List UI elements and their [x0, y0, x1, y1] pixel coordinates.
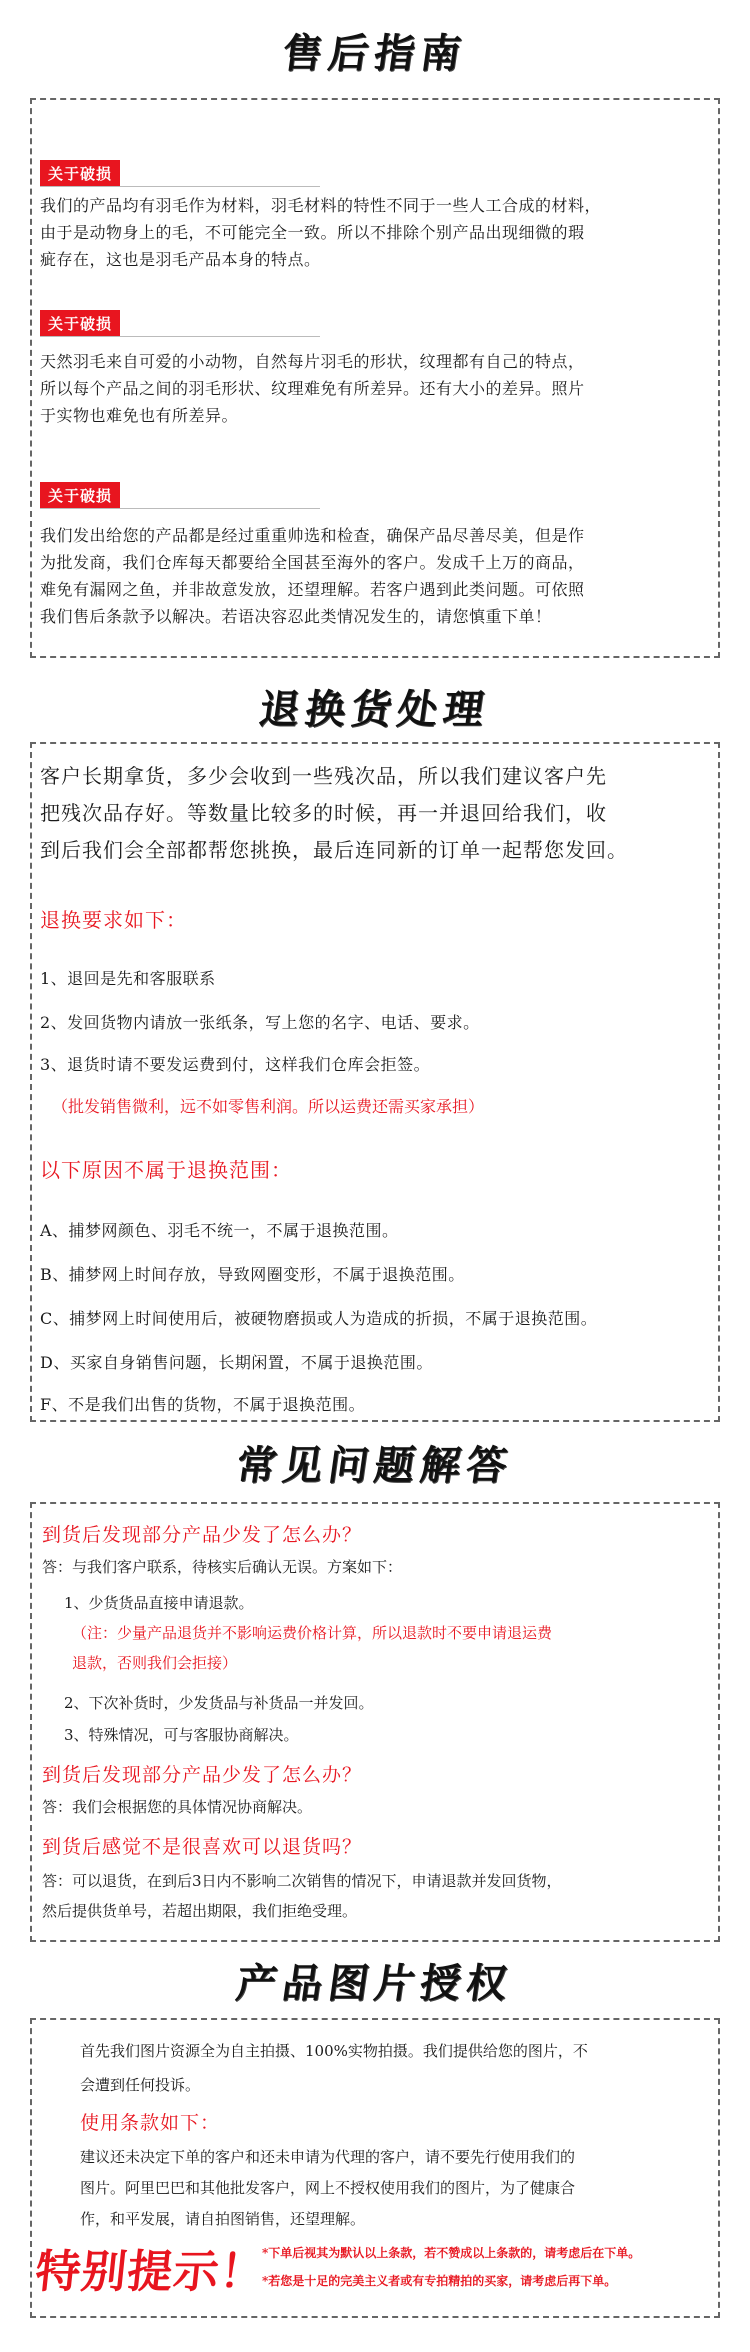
- tag-underline: [40, 336, 320, 337]
- return-requirement-item: 1、退回是先和客服联系: [40, 969, 216, 988]
- exclusion-item: F、不是我们出售的货物，不属于退换范围。: [40, 1395, 366, 1414]
- shipping-cost-note: （批发销售微利，远不如零售利润。所以运费还需买家承担）: [52, 1097, 485, 1116]
- damage-tag: 关于破损: [40, 160, 120, 187]
- damage-tag: 关于破损: [40, 310, 120, 337]
- damage-paragraph: 我们的产品均有羽毛作为材料，羽毛材料的特性不同于一些人工合成的材料， 由于是动物身上的毛，不可能完全一致。所以不排除个别产品出现细微的瑕 疵存在，这也是羽毛产品本身的特点。: [40, 196, 602, 269]
- exclusion-item: C、捕梦网上时间使用后，被硬物磨损或人为造成的折损，不属于退换范围。: [40, 1309, 598, 1328]
- special-notice-line: *若您是十足的完美主义者或有专拍精拍的买家，请考虑后再下单。: [262, 2274, 617, 2288]
- image-license-intro: 首先我们图片资源全为自主拍摄、100%实物拍摄。我们提供给您的图片，不 会遭到任何投诉。: [80, 2042, 588, 2094]
- faq-question: 到货后发现部分产品少发了怎么办？: [42, 1764, 363, 1786]
- return-requirements-heading: 退换要求如下：: [40, 908, 187, 932]
- terms-paragraph: 建议还未决定下单的客户和还未申请为代理的客户，请不要先行使用我们的 图片。阿里巴巴和其他批发客户，网上不授权使用我们的图片，为了健康合 作，和平发展，请自拍图销售，还望理解。: [80, 2148, 576, 2228]
- feather-paragraph: 天然羽毛来自可爱的小动物，自然每片羽毛的形状，纹理都有自己的特点， 所以每个产品之间的羽毛形状、纹理难免有所差异。还有大小的差异。照片 于实物也难免也有所差异。: [40, 352, 585, 425]
- section-title-image-license: 产品图片授权: [233, 1960, 516, 2007]
- exclusion-item: D、买家自身销售问题，长期闲置，不属于退换范围。: [40, 1353, 433, 1372]
- return-requirement-item: 3、退货时请不要发运费到付，这样我们仓库会拒签。: [40, 1055, 431, 1074]
- faq-answer: 答：与我们客户联系，待核实后确认无误。方案如下：: [42, 1558, 403, 1576]
- returns-intro: 客户长期拿货，多少会收到一些残次品，所以我们建议客户先 把残次品存好。等数量比较多的时候，再一并退回给我们，收 到后我们会全部都帮您挑换，最后连同新的订单一起帮您发回。: [40, 764, 628, 862]
- exclusion-item: A、捕梦网颜色、羽毛不统一，不属于退换范围。: [40, 1221, 399, 1240]
- section-title-returns: 退换货处理: [256, 686, 493, 733]
- section-title-after-sales: 售后指南: [279, 30, 470, 77]
- tag-underline: [40, 186, 320, 187]
- faq-answer-item: 2、下次补货时，少发货品与补货品一并发回。: [64, 1694, 374, 1712]
- exclusion-item: B、捕梦网上时间存放，导致网圈变形，不属于退换范围。: [40, 1265, 465, 1284]
- faq-answer: 答：我们会根据您的具体情况协商解决。: [42, 1798, 313, 1816]
- exclusions-heading: 以下原因不属于退换范围：: [40, 1158, 292, 1182]
- tag-underline: [40, 508, 320, 509]
- damage-tag: 关于破损: [40, 482, 120, 509]
- section-title-faq: 常见问题解答: [233, 1442, 516, 1489]
- terms-heading: 使用条款如下：: [80, 2112, 221, 2134]
- return-requirement-item: 2、发回货物内请放一张纸条，写上您的名字、电话、要求。: [40, 1013, 480, 1032]
- faq-answer-note: （注：少量产品退货并不影响运费价格计算，所以退款时不要申请退运费 退款，否则我们会拒接）: [72, 1624, 553, 1672]
- special-notice-line: *下单后视其为默认以上条款，若不赞成以上条款的，请考虑后在下单。: [262, 2246, 641, 2260]
- faq-question: 到货后感觉不是很喜欢可以退货吗？: [42, 1836, 363, 1858]
- special-notice-label: 特别提示！: [32, 2245, 269, 2298]
- faq-answer-item: 1、少货货品直接申请退款。: [64, 1594, 254, 1612]
- faq-question: 到货后发现部分产品少发了怎么办？: [42, 1524, 363, 1546]
- faq-answer: 答：可以退货，在到后3日内不影响二次销售的情况下，申请退款并发回货物， 然后提供货单号，若超出期限，我们拒绝受理。: [42, 1872, 562, 1920]
- faq-answer-item: 3、特殊情况，可与客服协商解决。: [64, 1726, 299, 1744]
- shipping-paragraph: 我们发出给您的产品都是经过重重帅选和检查，确保产品尽善尽美，但是作 为批发商，我们仓库每天都要给全国甚至海外的客户。发成千上万的商品， 难免有漏网之鱼，并非故意发放，还望理解。若客户遇到此类问题。可依照 我们售后条款予以解决。若语决容忍此类情况发生的，请您慎重下单！: [40, 526, 585, 626]
